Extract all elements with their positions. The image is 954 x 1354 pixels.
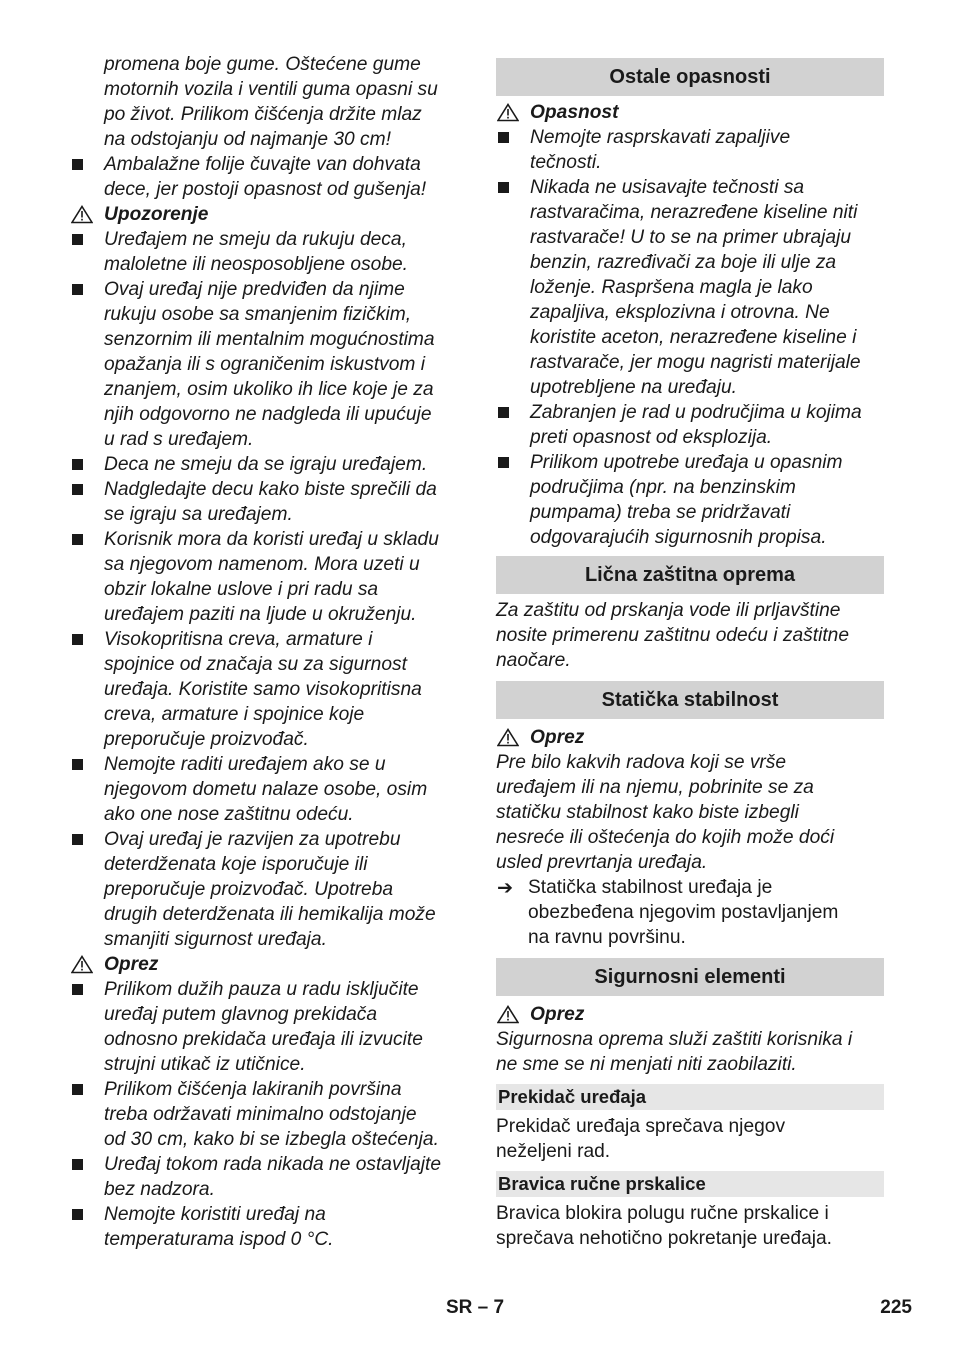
bullet-item: [496, 175, 884, 400]
text-line: Prilikom čišćenja lakiranih površina: [104, 1079, 402, 1100]
text-line: uređajem paziti na ljude u okruženju.: [104, 604, 417, 625]
warning-label: Oprez: [530, 727, 585, 748]
text-line: odnosno prekidača uređaja ili izvucite: [104, 1029, 423, 1050]
bullet-square-icon: [72, 484, 83, 495]
bullet-item: [496, 450, 884, 550]
warning-triangle-icon: [497, 1005, 519, 1024]
text-line: Pre bilo kakvih radova koji se vrše: [496, 752, 787, 773]
text-line: nesreće ili oštećenja do kojih može doći: [496, 827, 835, 848]
bullet-item: [70, 1077, 462, 1152]
warning-label: Oprez: [530, 1004, 585, 1025]
text-line: uređajem ili na njemu, pobrinite se za: [496, 777, 814, 798]
text-line: njegovom dometu nalaze osobe, osim: [104, 779, 428, 800]
bullet-square-icon: [498, 457, 509, 468]
footer-page-number: 225: [880, 1297, 912, 1318]
text-line: rastvarače, jer mogu nagristi materijale: [530, 352, 861, 373]
footer-section-code: SR – 7: [445, 1297, 505, 1318]
bullet-item: [70, 827, 462, 952]
bullet-item: [70, 452, 462, 477]
text-line: bez nadzora.: [104, 1179, 215, 1200]
text-line: uređaja. Koristite samo visokopritisna: [104, 679, 422, 700]
subheading-prekidac-uredjaja: Prekidač uređaja: [496, 1084, 884, 1110]
text-line: Zabranjen je rad u područjima u kojima: [530, 402, 862, 423]
text-line: Prilikom upotrebe uređaja u opasnim: [530, 452, 843, 473]
bullet-item: [496, 400, 884, 450]
text-line: Nemojte raditi uređajem ako se u: [104, 754, 386, 775]
text-line: koristite aceton, nerazređene kiseline i: [530, 327, 857, 348]
bullet-text: [104, 977, 462, 1077]
bullet-text: [104, 527, 462, 627]
text-line: rastvarače! U to se na primer ubrajaju: [530, 227, 851, 248]
bullet-text: [104, 1202, 462, 1252]
text-line: sprečava nehotično pokretanje uređaja.: [496, 1228, 833, 1249]
bullet-item: [70, 152, 462, 202]
bullet-square-icon: [72, 534, 83, 545]
bullet-text: [104, 1152, 462, 1202]
arrow-item: [496, 875, 884, 950]
text-line: promena boje gume. Oštećene gume: [104, 54, 421, 75]
text-line: znanjem, osim ukoliko ih lice koje je za: [104, 379, 434, 400]
text-line: od 30 cm, kako bi se izbegla oštećenja.: [104, 1129, 439, 1150]
bullet-text: [530, 400, 884, 450]
bullet-square-icon: [72, 284, 83, 295]
text-line: u rad s uređajem.: [104, 429, 254, 450]
bullet-square-icon: [72, 984, 83, 995]
bullet-square-icon: [72, 834, 83, 845]
text-line: preporučuje proizvođač.: [104, 729, 309, 750]
bullet-text: [530, 450, 884, 550]
text-line: loženje. Raspršena magla je lako: [530, 277, 813, 298]
bullet-item: [70, 1202, 462, 1252]
subsection-text: [496, 1114, 884, 1164]
text-line: područjima (npr. na benzinskim: [530, 477, 796, 498]
warning-triangle-icon: [71, 205, 93, 224]
bullet-square-icon: [498, 132, 509, 143]
section-text: [496, 750, 884, 875]
text-line: treba održavati minimalno odstojanje: [104, 1104, 417, 1125]
bullet-text: [530, 175, 884, 400]
bullet-square-icon: [72, 234, 83, 245]
text-line: preporučuje proizvođač. Upotreba: [104, 879, 394, 900]
text-line: neželjeni rad.: [496, 1141, 611, 1162]
text-line: Nikada ne usisavajte tečnosti sa: [530, 177, 805, 198]
bullet-item: [70, 627, 462, 752]
bullet-text: [104, 752, 462, 827]
text-line: Prekidač uređaja sprečava njegov: [496, 1116, 786, 1137]
bullet-text: [104, 1077, 462, 1152]
bullet-square-icon: [72, 1209, 83, 1220]
bullet-text: [530, 125, 884, 175]
section-text: [496, 1027, 884, 1077]
text-line: Ambalažne folije čuvajte van dohvata: [104, 154, 421, 175]
bullet-square-icon: [72, 759, 83, 770]
bullet-square-icon: [72, 159, 83, 170]
bullet-text: [104, 827, 462, 952]
text-line: Sigurnosna oprema služi zaštiti korisnika i: [496, 1029, 853, 1050]
bullet-item: [70, 527, 462, 627]
text-line: motornih vozila i ventili guma opasni su: [104, 79, 438, 100]
arrow-text: [528, 875, 884, 950]
text-line: maloletne ili neosposobljene osobe.: [104, 254, 409, 275]
section-text: [496, 598, 884, 673]
warning-heading: [70, 952, 462, 977]
bullet-square-icon: [72, 1084, 83, 1095]
text-line: Nemojte rasprskavati zapaljive: [530, 127, 791, 148]
bullet-text: [104, 277, 462, 452]
text-line: spojnice od značaja su za sigurnost: [104, 654, 407, 675]
text-line: Uređaj tokom rada nikada ne ostavljajte: [104, 1154, 442, 1175]
bullet-item: [70, 227, 462, 277]
bullet-text: [104, 477, 462, 527]
warning-label: Opasnost: [530, 102, 619, 123]
text-line: sa njegovom namenom. Mora uzeti u: [104, 554, 420, 575]
section-heading-licna-zastitna-oprema: Lična zaštitna oprema: [496, 556, 884, 594]
text-line: drugih deterdženata ili hemikalija može: [104, 904, 436, 925]
text-line: ne sme se ni menjati niti zaobilaziti.: [496, 1054, 797, 1075]
text-line: na ravnu površinu.: [528, 927, 686, 948]
text-line: Za zaštitu od prskanja vode ili prljavštine: [496, 600, 841, 621]
text-line: rastvaračima, nerazređene kiseline niti: [530, 202, 858, 223]
bullet-text: [104, 152, 462, 202]
warning-heading: [70, 202, 462, 227]
text-line: Nadgledajte decu kako biste sprečili da: [104, 479, 437, 500]
text-line: nosite primerenu zaštitnu odeću i zaštitne: [496, 625, 850, 646]
arrow-right-icon: ➔: [497, 876, 514, 899]
bullet-item: [70, 1152, 462, 1202]
text-line: Statička stabilnost uređaja je: [528, 877, 773, 898]
text-line: tečnosti.: [530, 152, 602, 173]
warning-heading: [496, 100, 884, 125]
warning-label: Oprez: [104, 954, 159, 975]
subheading-bravica-rucne-prskalice: Bravica ručne prskalice: [496, 1171, 884, 1197]
bullet-square-icon: [72, 634, 83, 645]
bullet-item: [70, 752, 462, 827]
text-line: preti opasnost od eksplozija.: [530, 427, 773, 448]
section-heading-sigurnosni-elementi: Sigurnosni elementi: [496, 958, 884, 996]
warning-heading: [496, 1002, 884, 1027]
text-line: na odstojanju od najmanje 30 cm!: [104, 129, 391, 150]
text-line: senzornim ili mentalnim mogućnostima: [104, 329, 435, 350]
text-line: njih odgovorno ne nadgleda ili upućuje: [104, 404, 432, 425]
text-line: naočare.: [496, 650, 571, 671]
text-line: usled prevrtanja uređaja.: [496, 852, 708, 873]
right-column: [496, 58, 884, 1251]
text-line: zapaljiva, eksplozivna i otrovna. Ne: [530, 302, 830, 323]
text-line: Prilikom dužih pauza u radu isključite: [104, 979, 419, 1000]
section-heading-staticka-stabilnost: Statička stabilnost: [496, 681, 884, 719]
text-line: statičku stabilnost kako biste izbegli: [496, 802, 799, 823]
text-line: se igraju sa uređajem.: [104, 504, 293, 525]
bullet-text: [104, 452, 462, 477]
bullet-square-icon: [498, 407, 509, 418]
text-line: dece, jer postoji opasnost od gušenja!: [104, 179, 427, 200]
text-line: temperaturama ispod 0 °C.: [104, 1229, 334, 1250]
warning-heading: [496, 725, 884, 750]
text-line: obzir lokalne uslove i pri radu sa: [104, 579, 379, 600]
text-line: rukuju osobe sa smanjenim fizičkim,: [104, 304, 412, 325]
bullet-item: [70, 977, 462, 1077]
text-line: smanjiti sigurnost uređaja.: [104, 929, 327, 950]
bullet-square-icon: [498, 182, 509, 193]
text-line: strujni utikač iz utičnice.: [104, 1054, 306, 1075]
subsection-text: [496, 1201, 884, 1251]
left-column: [70, 52, 462, 1252]
warning-triangle-icon: [71, 955, 93, 974]
text-line: upotrebljene na uređaju.: [530, 377, 737, 398]
text-line: Korisnik mora da koristi uređaj u skladu: [104, 529, 439, 550]
warning-triangle-icon: [497, 103, 519, 122]
text-line: deterdženata koje isporučuje ili: [104, 854, 368, 875]
bullet-square-icon: [72, 459, 83, 470]
text-line: opažanja ili s ograničenim iskustvom i: [104, 354, 425, 375]
text-line: Deca ne smeju da se igraju uređajem.: [104, 454, 428, 475]
text-line: po život. Prilikom čišćenja držite mlaz: [104, 104, 422, 125]
text-line: Ovaj uređaj nije predviđen da njime: [104, 279, 405, 300]
text-line: Uređajem ne smeju da rukuju deca,: [104, 229, 407, 250]
bullet-text: [104, 627, 462, 752]
bullet-item: [496, 125, 884, 175]
text-line: uređaj putem glavnog prekidača: [104, 1004, 378, 1025]
section-heading-ostale-opasnosti: Ostale opasnosti: [496, 58, 884, 96]
intro-text: [70, 52, 462, 152]
bullet-text: [104, 227, 462, 277]
text-line: ako one nose zaštitnu odeću.: [104, 804, 354, 825]
warning-triangle-icon: [497, 728, 519, 747]
text-line: Ovaj uređaj je razvijen za upotrebu: [104, 829, 401, 850]
text-line: benzin, razređivači za boje ili ulje za: [530, 252, 837, 273]
warning-label: Upozorenje: [104, 204, 209, 225]
text-line: odgovarajućih sigurnosnih propisa.: [530, 527, 827, 548]
text-line: pumpama) treba se pridržavati: [530, 502, 791, 523]
text-line: Nemojte koristiti uređaj na: [104, 1204, 326, 1225]
text-line: obezbeđena njegovim postavljanjem: [528, 902, 839, 923]
text-line: creva, armature i spojnice koje: [104, 704, 365, 725]
text-line: Bravica blokira polugu ručne prskalice i: [496, 1203, 829, 1224]
bullet-square-icon: [72, 1159, 83, 1170]
bullet-item: [70, 277, 462, 452]
bullet-item: [70, 477, 462, 527]
text-line: Visokopritisna creva, armature i: [104, 629, 373, 650]
